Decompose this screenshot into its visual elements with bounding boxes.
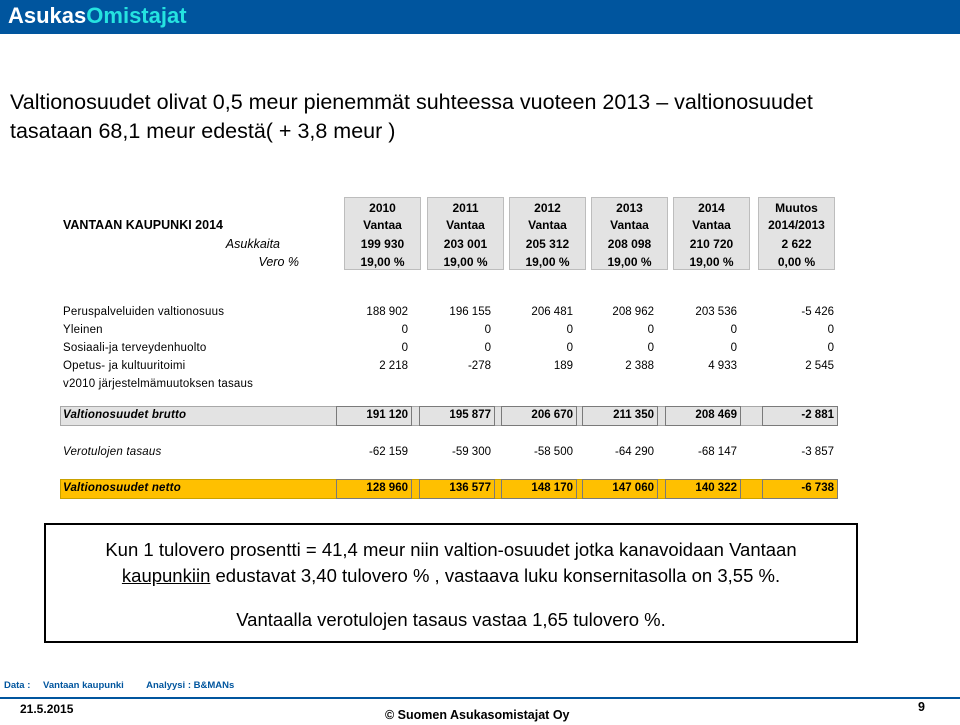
netto-value: 148 170 [531, 482, 573, 494]
brutto-value: -2 881 [801, 409, 834, 421]
row-value: 0 [730, 324, 737, 336]
row-value: 0 [730, 342, 737, 354]
header-column [344, 197, 421, 270]
netto-label: Valtionosuudet netto [63, 482, 181, 494]
brutto-value: 206 670 [531, 409, 573, 421]
footer-date: 21.5.2015 [20, 702, 74, 716]
footer-data-label: Data : Vantaan kaupunki [4, 680, 124, 691]
page-number: 9 [918, 700, 925, 714]
row-value: 0 [647, 342, 654, 354]
header-vero: 19,00 % [443, 255, 488, 269]
asukkaita-label: Asukkaita [225, 237, 280, 251]
header-asukkaita: 208 098 [607, 237, 652, 251]
brutto-value: 191 120 [366, 409, 408, 421]
header-column [758, 197, 835, 270]
header-year: Muutos [775, 201, 818, 215]
title-line-1: Valtionosuudet olivat 0,5 meur pienemmät suhteessa vuoteen 2013 – valtionosuudet [10, 90, 813, 114]
header-column [591, 197, 668, 270]
netto-value: -6 738 [801, 482, 834, 494]
row-value: -5 426 [801, 306, 834, 318]
header-vero: 19,00 % [525, 255, 570, 269]
header-year: 2014 [698, 201, 725, 215]
brand-part2: Omistajat [86, 3, 187, 28]
footer-divider [0, 697, 960, 699]
footer-analysis: Analyysi : B&MANs [146, 680, 235, 691]
tasaus-value: -3 857 [801, 446, 834, 458]
row-label: Peruspalveluiden valtionosuus [63, 306, 225, 318]
row-value: 0 [484, 324, 491, 336]
row-label: Opetus- ja kultuuritoimi [63, 360, 186, 372]
header-band [0, 0, 960, 34]
header-city: 2014/2013 [768, 218, 825, 232]
header-column [673, 197, 750, 270]
title-line-2: tasataan 68,1 meur edestä( + 3,8 meur ) [10, 119, 396, 143]
header-asukkaita: 203 001 [443, 237, 488, 251]
header-city: Vantaa [692, 218, 731, 232]
info-box [44, 523, 858, 643]
info-line-2 [46, 565, 856, 587]
tasaus-label: Verotulojen tasaus [63, 446, 162, 458]
header-city: Vantaa [528, 218, 567, 232]
header-city: Vantaa [446, 218, 485, 232]
row-value: 0 [484, 342, 491, 354]
row-value: 2 218 [379, 360, 408, 372]
header-column [509, 197, 586, 270]
brand-part1: Asukas [8, 3, 87, 28]
row-label: Yleinen [63, 324, 103, 336]
tasaus-value: -62 159 [368, 446, 408, 458]
tasaus-value: -59 300 [451, 446, 491, 458]
row-value: 0 [566, 324, 573, 336]
brand-logo [8, 3, 187, 29]
header-city: Vantaa [610, 218, 649, 232]
header-asukkaita: 2 622 [781, 237, 812, 251]
row-value: -278 [467, 360, 491, 372]
vero-label: Vero % [258, 255, 299, 269]
row-value: 189 [553, 360, 573, 372]
row-value: 0 [401, 324, 408, 336]
info-line-2-rest: edustavat 3,40 tulovero % , vastaava luku konsernitasolla on 3,55 %. [210, 565, 781, 586]
row-value: 196 155 [449, 306, 491, 318]
row-value: 2 545 [805, 360, 834, 372]
footer-copyright: © Suomen Asukasomistajat Oy [385, 708, 570, 722]
row-value: 208 962 [612, 306, 654, 318]
row-value: 0 [566, 342, 573, 354]
netto-value: 147 060 [612, 482, 654, 494]
header-vero: 19,00 % [607, 255, 652, 269]
header-asukkaita: 210 720 [689, 237, 734, 251]
netto-value: 136 577 [449, 482, 491, 494]
row-value: 2 388 [625, 360, 654, 372]
netto-value: 128 960 [366, 482, 408, 494]
row-value: 0 [827, 324, 834, 336]
row-value: 206 481 [531, 306, 573, 318]
row-value: 0 [647, 324, 654, 336]
brutto-value: 208 469 [695, 409, 737, 421]
header-asukkaita: 199 930 [360, 237, 405, 251]
brutto-value: 211 350 [613, 409, 654, 421]
header-year: 2011 [452, 201, 479, 215]
row-label: Sosiaali-ja terveydenhuolto [63, 342, 207, 354]
tasaus-value: -58 500 [533, 446, 573, 458]
info-line-1: Kun 1 tulovero prosentti = 41,4 meur niin valtion-osuudet jotka kanavoidaan Vantaan [105, 539, 797, 560]
header-year: 2012 [534, 201, 561, 215]
header-year: 2010 [369, 201, 396, 215]
brutto-value: 195 877 [449, 409, 491, 421]
brutto-label: Valtionosuudet brutto [63, 409, 187, 421]
header-vero: 19,00 % [360, 255, 405, 269]
row-value: 4 933 [708, 360, 737, 372]
tasaus-value: -68 147 [697, 446, 737, 458]
row-value: 203 536 [695, 306, 737, 318]
header-asukkaita: 205 312 [525, 237, 570, 251]
header-vero: 19,00 % [689, 255, 734, 269]
netto-value: 140 322 [695, 482, 737, 494]
header-column [427, 197, 504, 270]
org-label: VANTAAN KAUPUNKI 2014 [63, 218, 223, 232]
info-line-2-underlined: kaupunkiin [121, 565, 211, 586]
header-vero: 0,00 % [777, 255, 816, 269]
info-line-3: Vantaalla verotulojen tasaus vastaa 1,65 tulovero %. [236, 609, 666, 630]
header-year: 2013 [616, 201, 643, 215]
row-value: 188 902 [366, 306, 408, 318]
row-value: 0 [401, 342, 408, 354]
header-city: Vantaa [363, 218, 402, 232]
footer-data-source [4, 680, 244, 691]
tasaus-value: -64 290 [614, 446, 654, 458]
row-value: 0 [827, 342, 834, 354]
row-label: v2010 järjestelmämuutoksen tasaus [63, 378, 254, 390]
slide-title [10, 88, 940, 146]
